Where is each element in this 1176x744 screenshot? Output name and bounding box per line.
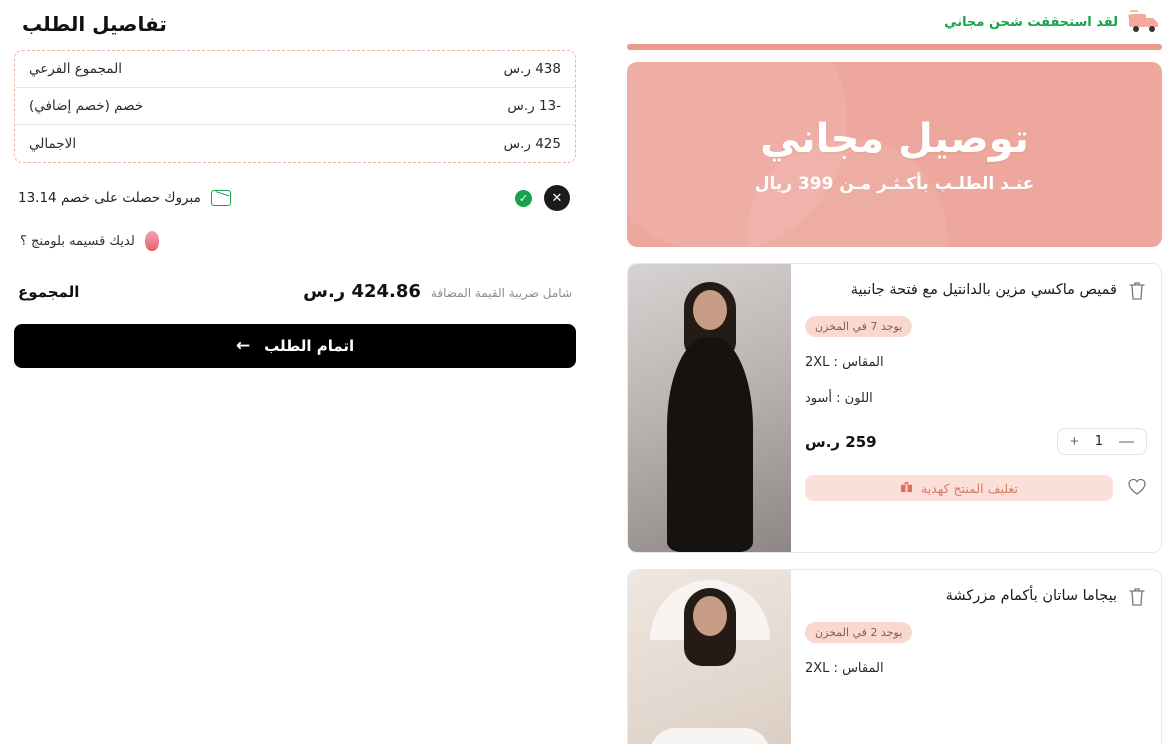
- free-shipping-label: لقد استحققت شحن مجاني: [944, 14, 1118, 30]
- grand-total-values: [303, 281, 572, 302]
- cart-item-1-price: 259 ر.س: [805, 432, 877, 451]
- summary-value-total: 425 ر.س: [503, 135, 561, 152]
- checkout-label: اتمام الطلب: [264, 337, 355, 355]
- cart-item-2-details: [791, 570, 1161, 744]
- order-summary-box: [14, 50, 576, 163]
- applied-coupon-controls: [515, 185, 570, 211]
- summary-row-subtotal: [15, 51, 575, 88]
- quantity-value: 1: [1094, 434, 1103, 449]
- free-delivery-banner: [627, 62, 1162, 247]
- voucher-icon: [211, 190, 231, 206]
- cart-item-1-size: المقاس : 2XL: [805, 355, 884, 370]
- gift-wrap-label: تغليف المنتج كهدية: [921, 480, 1018, 496]
- cart-item-1-title: قميص ماكسي مزين بالدانتيل مع فتحة جانبية: [850, 282, 1117, 298]
- check-circle-icon: ✓: [515, 190, 532, 207]
- cart-item-1-image[interactable]: [628, 264, 791, 552]
- cart-item-1-details: [791, 264, 1161, 552]
- summary-value-discount: -13 ر.س: [507, 98, 561, 114]
- summary-label-subtotal: المجموع الفرعي: [29, 61, 122, 77]
- model-head: [693, 290, 727, 330]
- grand-total-value: 424.86 ر.س: [303, 281, 421, 302]
- summary-label-discount: خصم (خصم إضافي): [29, 98, 144, 114]
- cart-items-column: [613, 0, 1176, 744]
- gift-wrap-button[interactable]: [805, 475, 1113, 501]
- product-photo-dress: [667, 337, 753, 552]
- banner-subtitle: عنـد الطلـب بأكـثـر مـن 399 ريال: [754, 173, 1035, 194]
- banner-title: توصيل مجاني: [760, 115, 1029, 162]
- applied-coupon-info: [18, 190, 231, 206]
- page-title: تفاصيل الطلب: [22, 12, 167, 36]
- summary-value-subtotal: 438 ر.س: [503, 61, 561, 77]
- trash-icon[interactable]: [1125, 586, 1147, 610]
- cart-item-1-color: اللون : أسود: [805, 391, 873, 406]
- cart-item-1-actions: [805, 475, 1147, 501]
- cart-item-1-quantity-stepper[interactable]: [1057, 428, 1147, 455]
- cart-item-2-stock-badge: يوجد 2 في المخزن: [805, 622, 912, 643]
- product-photo-pajama: [650, 728, 770, 744]
- bloomnge-voucher-row[interactable]: [14, 227, 576, 255]
- cart-item-1-stock-badge: يوجد 7 في المخزن: [805, 316, 912, 337]
- grand-total-label: المجموع: [18, 283, 80, 301]
- increase-quantity-button[interactable]: +: [1069, 433, 1079, 450]
- model-head: [693, 596, 727, 636]
- summary-row-discount: [15, 88, 575, 125]
- decrease-quantity-button[interactable]: —: [1119, 433, 1134, 450]
- summary-row-total: [15, 125, 575, 162]
- summary-label-total: الاجمالي: [29, 135, 77, 152]
- progress-bar-fill: [627, 44, 1162, 50]
- cart-item-2[interactable]: [627, 569, 1162, 744]
- free-shipping-status: [627, 0, 1162, 40]
- cart-item-1-price-row: [805, 428, 1147, 455]
- cart-item-2-title: بيجاما ساتان بأكمام مزركشة: [945, 588, 1117, 604]
- cart-item-2-image[interactable]: [628, 570, 791, 744]
- gift-icon: [900, 480, 913, 496]
- grand-total-row: [14, 281, 576, 302]
- bloomnge-icon: [145, 231, 159, 251]
- arrow-left-icon: ←: [235, 335, 251, 356]
- bloomnge-voucher-label: لديك قسيمه بلومنج ؟: [20, 233, 135, 249]
- cart-item-2-header: [805, 586, 1147, 610]
- cart-item-1[interactable]: [627, 263, 1162, 553]
- heart-icon[interactable]: [1125, 477, 1147, 499]
- free-shipping-progress: [627, 44, 1162, 50]
- trash-icon[interactable]: [1125, 280, 1147, 304]
- cart-item-2-size: المقاس : 2XL: [805, 661, 884, 676]
- applied-coupon-label: مبروك حصلت على خصم 13.14: [18, 190, 201, 206]
- applied-coupon-row: [14, 183, 576, 213]
- cart-item-1-header: [805, 280, 1147, 304]
- checkout-button[interactable]: [14, 324, 576, 368]
- truck-icon: [1128, 7, 1162, 37]
- vat-note: شامل ضريبة القيمة المضافة: [430, 286, 572, 300]
- close-icon[interactable]: ✕: [544, 185, 570, 211]
